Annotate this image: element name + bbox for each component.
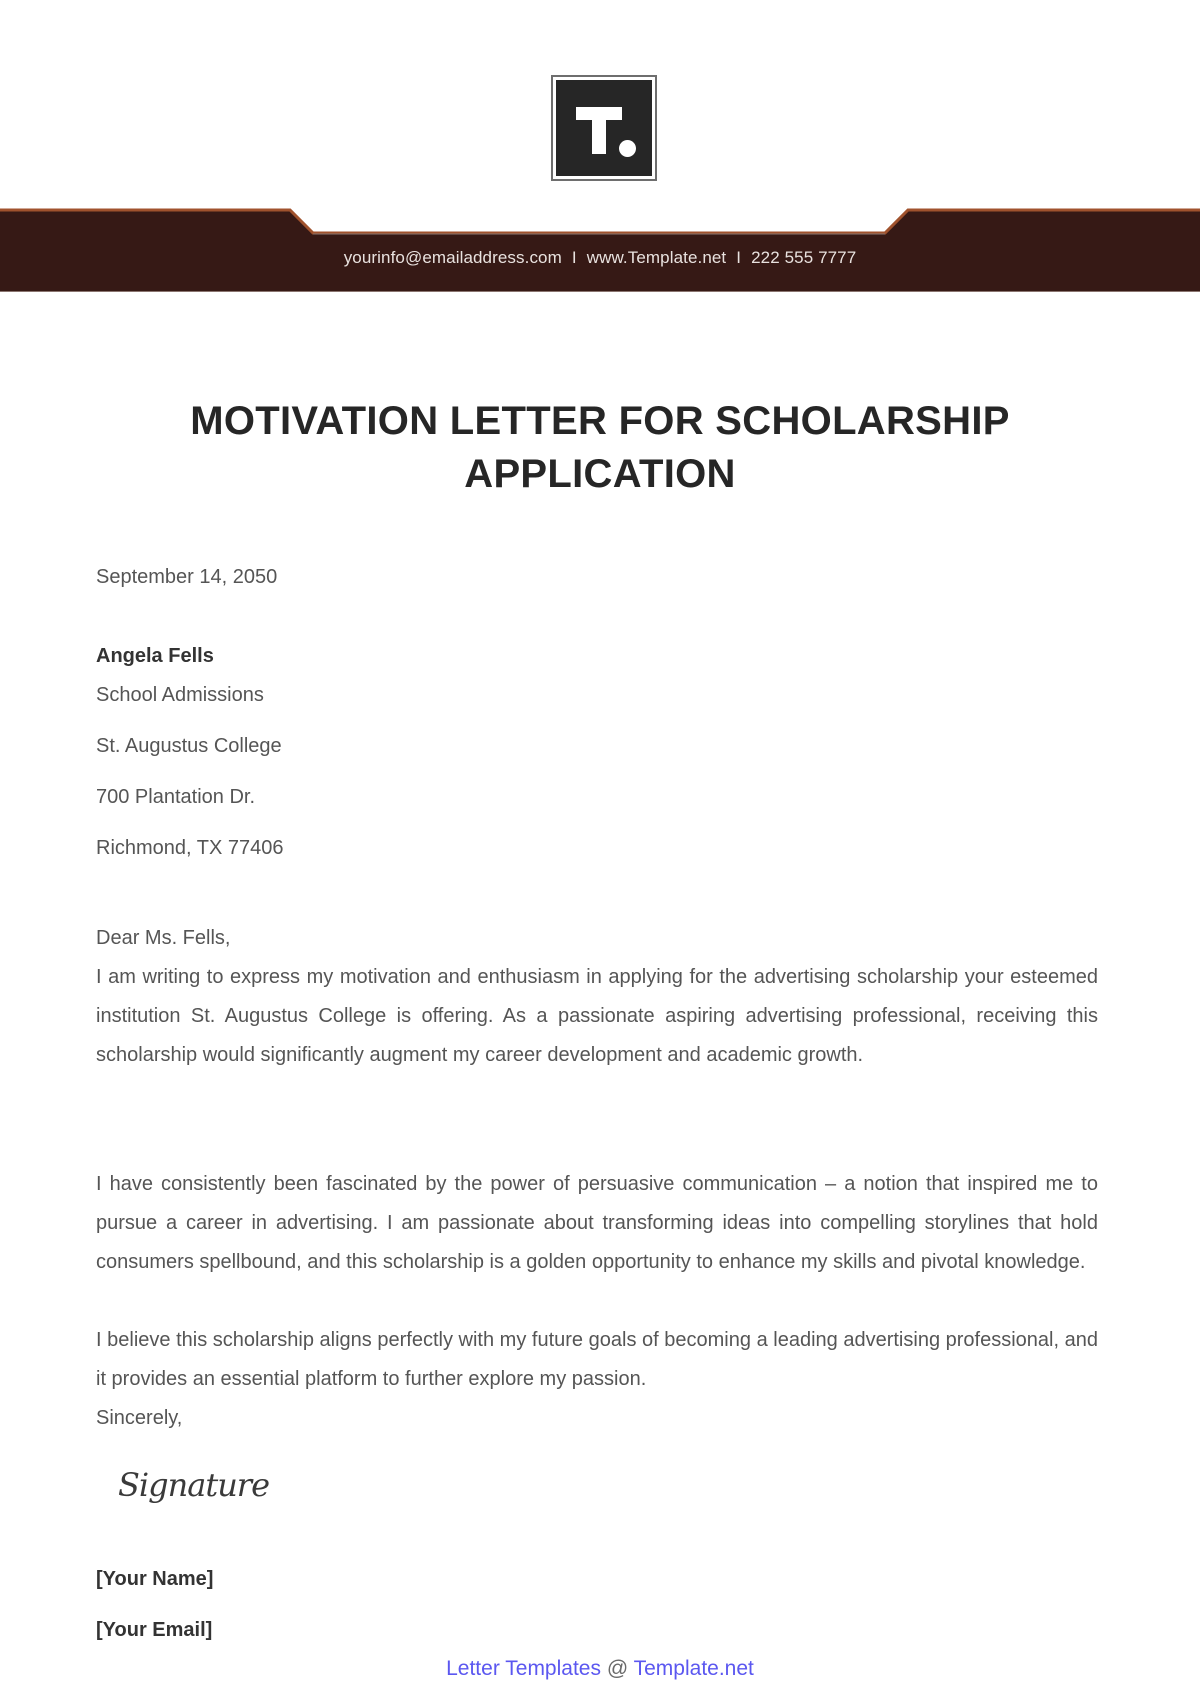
logo-mark-icon [556,80,652,176]
footer-at: @ [606,1657,629,1680]
contact-separator: I [571,248,577,267]
page-title [100,395,1100,501]
recipient-institution: St. Augustus College [96,735,282,757]
contact-phone: 222 555 7777 [751,248,857,267]
footer-credit [0,1657,1200,1681]
recipient-city: Richmond, TX 77406 [96,837,284,859]
title-line-2: APPLICATION [464,452,736,496]
sender-email: [Your Email] [96,1619,213,1641]
template-logo [551,75,657,181]
letter-date: September 14, 2050 [96,566,278,588]
body-paragraph-1: I am writing to express my motivation and enthusiasm in applying for the advertising scholarship your esteemed institution St. Augustus College is offering. As a passionate aspiring advertising professional, receiving this scholarship would significantly augment my career development and academic growth. [96,966,1098,1066]
contact-separator: I [736,248,742,267]
signature: Signature [118,1466,270,1504]
contact-website: www.Template.net [586,248,727,267]
body-paragraph-2: I have consistently been fascinated by the power of persuasive communication – a notion that inspired me to pursue a career in advertising. I am passionate about transforming ideas into compelling storylines that hold consumers spellbound, and this scholarship is a golden opportunity to enhance my skills and pivotal knowledge. [96,1173,1098,1273]
recipient-name: Angela Fells [96,645,214,667]
title-line-1: MOTIVATION LETTER FOR SCHOLARSHIP [190,399,1010,443]
body-paragraph-3: I believe this scholarship aligns perfectly with my future goals of becoming a leading advertising professional, and it provides an essential platform to further explore my passion. [96,1329,1098,1390]
contact-email: yourinfo@emailaddress.com [343,248,562,267]
salutation: Dear Ms. Fells, [96,927,231,949]
recipient-department: School Admissions [96,684,264,706]
sender-name: [Your Name] [96,1568,214,1590]
contact-info [0,248,1200,268]
recipient-street: 700 Plantation Dr. [96,786,255,808]
closing: Sincerely, [96,1407,183,1429]
footer-link-letter-templates[interactable]: Letter Templates [446,1657,601,1680]
footer-link-template-net[interactable]: Template.net [633,1657,754,1680]
